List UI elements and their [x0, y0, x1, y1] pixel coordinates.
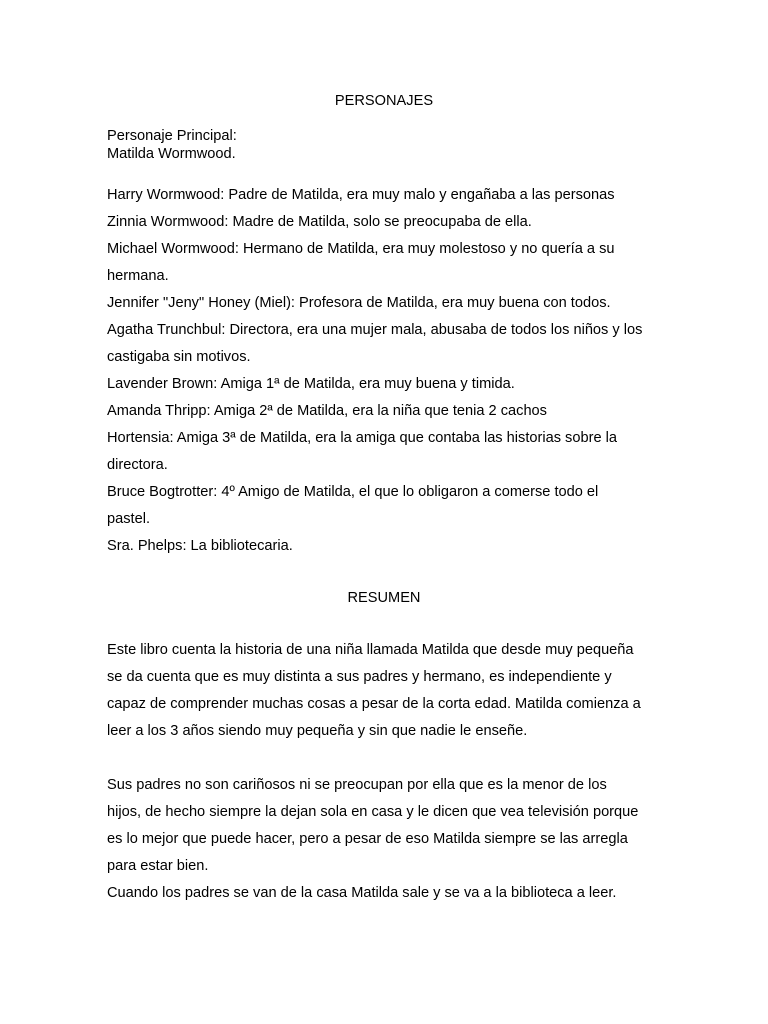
- character-list: [107, 182, 667, 560]
- paragraph-line: para estar bien.: [107, 858, 209, 874]
- character-line: Harry Wormwood: Padre de Matilda, era muy malo y engañaba a las personas: [107, 187, 615, 203]
- character-line: Amanda Thripp: Amiga 2ª de Matilda, era la niña que tenia 2 cachos: [107, 403, 547, 419]
- character-line: Agatha Trunchbul: Directora, era una mujer mala, abusaba de todos los niños y los: [107, 322, 643, 338]
- character-line: Lavender Brown: Amiga 1ª de Matilda, era muy buena y timida.: [107, 376, 515, 392]
- personajes-heading: PERSONAJES: [334, 93, 434, 109]
- paragraph-line: Sus padres no son cariñosos ni se preocupan por ella que es la menor de los: [107, 777, 607, 793]
- character-line: Jennifer "Jeny" Honey (Miel): Profesora de Matilda, era muy buena con todos.: [107, 295, 611, 311]
- principal-character-block: [107, 127, 667, 163]
- paragraph-line: es lo mejor que puede hacer, pero a pesar de eso Matilda siempre se las arregla: [107, 831, 628, 847]
- paragraph-line: Este libro cuenta la historia de una niña llamada Matilda que desde muy pequeña: [107, 642, 634, 658]
- principal-name: Matilda Wormwood.: [107, 146, 236, 162]
- character-line: Bruce Bogtrotter: 4º Amigo de Matilda, el que lo obligaron a comerse todo el: [107, 484, 599, 500]
- character-line: hermana.: [107, 268, 169, 284]
- resumen-heading: RESUMEN: [347, 590, 421, 606]
- character-line: directora.: [107, 457, 168, 473]
- principal-label: Personaje Principal:: [107, 128, 237, 144]
- resumen-paragraph-1: [107, 637, 667, 745]
- character-line: Sra. Phelps: La bibliotecaria.: [107, 538, 293, 554]
- paragraph-line: se da cuenta que es muy distinta a sus padres y hermano, es independiente y: [107, 669, 612, 685]
- paragraph-line: hijos, de hecho siempre la dejan sola en casa y le dicen que vea televisión porque: [107, 804, 639, 820]
- paragraph-line: capaz de comprender muchas cosas a pesar de la corta edad. Matilda comienza a: [107, 696, 641, 712]
- paragraph-line: leer a los 3 años siendo muy pequeña y sin que nadie le enseñe.: [107, 723, 528, 739]
- resumen-paragraph-2: [107, 772, 667, 907]
- paragraph-line: Cuando los padres se van de la casa Matilda sale y se va a la biblioteca a leer.: [107, 885, 617, 901]
- character-line: castigaba sin motivos.: [107, 349, 251, 365]
- character-line: pastel.: [107, 511, 150, 527]
- character-line: Zinnia Wormwood: Madre de Matilda, solo se preocupaba de ella.: [107, 214, 532, 230]
- character-line: Hortensia: Amiga 3ª de Matilda, era la amiga que contaba las historias sobre la: [107, 430, 617, 446]
- character-line: Michael Wormwood: Hermano de Matilda, era muy molestoso y no quería a su: [107, 241, 615, 257]
